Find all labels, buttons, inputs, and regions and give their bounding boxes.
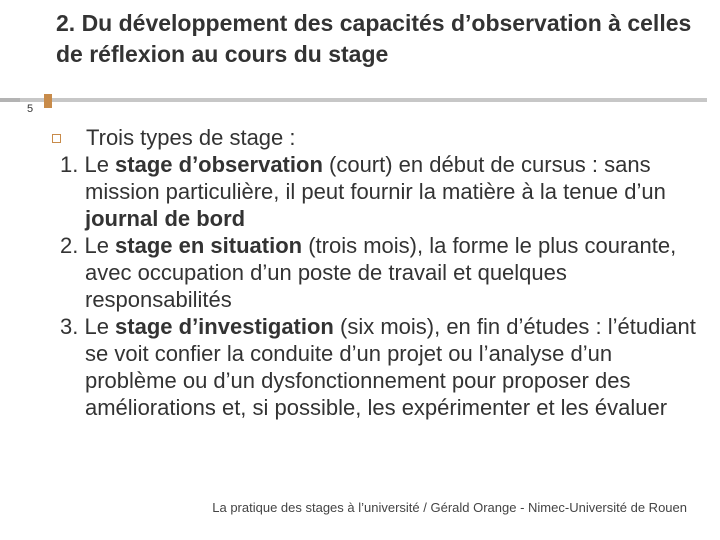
square-bullet-icon (52, 134, 61, 143)
slide-body (60, 124, 700, 421)
item-number: 1. Le (60, 152, 116, 177)
item-text: (court) en début de cursus : sans mission particulière, il peut fournir la matière à la tenue d’un (85, 152, 666, 204)
item-text: (trois mois), la forme le plus courante, avec occupation d’un poste de travail et quelques responsabilités (85, 233, 677, 312)
list-item-investigation (60, 313, 700, 421)
title-divider-accent (44, 94, 52, 108)
item-strong: stage d’observation (115, 152, 323, 177)
title-divider-left (0, 98, 20, 102)
list-item-situation (60, 232, 700, 313)
slide-number: 5 (27, 103, 34, 115)
item-strong: stage en situation (115, 233, 303, 258)
intro-line (60, 124, 700, 151)
item-number: 2. Le (60, 233, 116, 258)
slide-title: 2. Du développement des capacités d’observation à celles de réflexion au cours du stage (56, 10, 692, 68)
intro-text: Trois types de stage : (86, 125, 296, 150)
item-number: 3. Le (60, 314, 116, 339)
list-item-observation (60, 151, 700, 232)
item-strong: stage d’investigation (115, 314, 334, 339)
slide-footer: La pratique des stages à l’université / Gérald Orange - Nimec-Université de Rouen (212, 500, 687, 515)
item-text: (six mois), en fin d’études : l’étudiant se voit confier la conduite d’un projet ou l’analyse d’un problème ou d’un dysfonctionnement pour proposer des améliorations et, si possible, les expérimenter et les évaluer (85, 314, 696, 420)
item-strong-2: journal de bord (85, 206, 246, 231)
title-divider (0, 98, 707, 102)
